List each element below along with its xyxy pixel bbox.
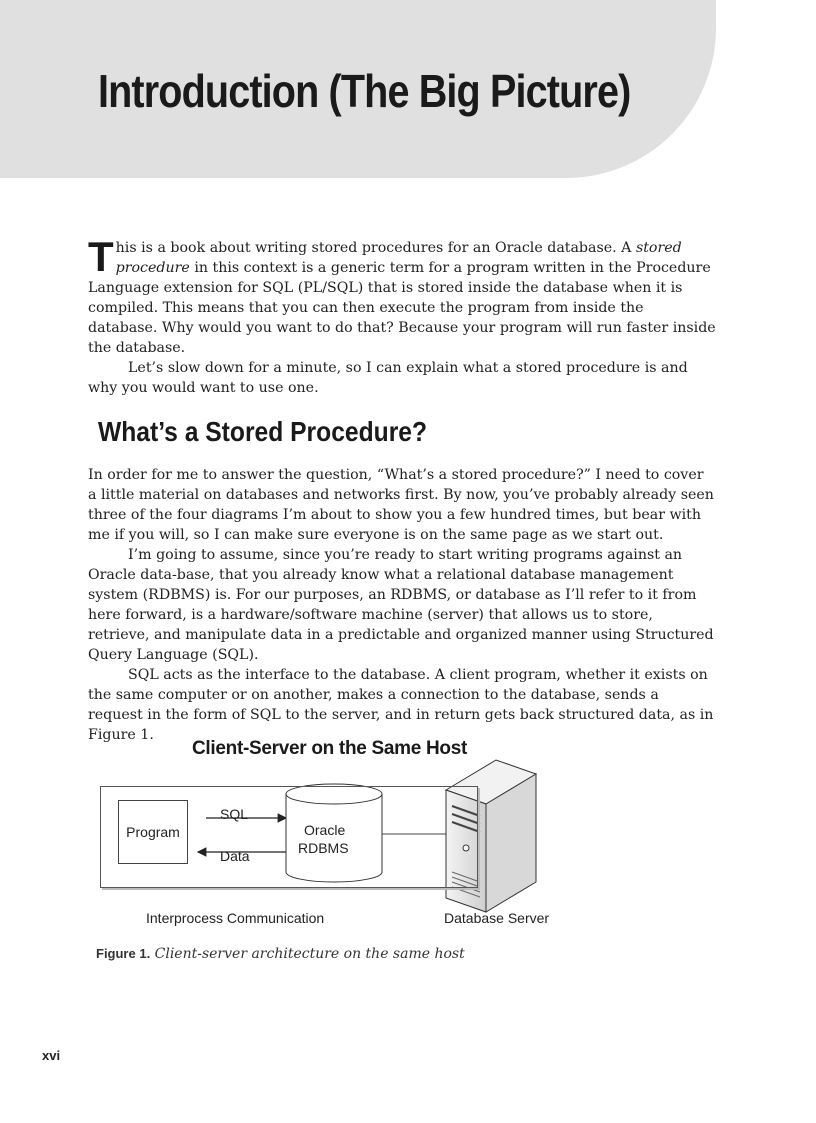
program-box: Program	[118, 800, 188, 864]
section-heading: What’s a Stored Procedure?	[98, 416, 428, 447]
intro-text	[88, 233, 716, 398]
intro-paragraph-1: This is a book about writing stored procedures for an Oracle database. A stored procedure in this context is a generic term for a program written in the Procedure Language extension for SQL (PL/SQL) that is stored inside the database when it is compiled. This means that you can then execute the program from inside the database. Why would you want to do that? Because your program will run faster inside the database.	[88, 233, 716, 356]
figure-1	[96, 730, 716, 930]
term-stored-procedure: stored procedure	[115, 240, 682, 276]
figure-caption	[96, 946, 465, 962]
data-label: Data	[220, 848, 250, 864]
caption-label: Figure 1.	[96, 946, 151, 961]
section-paragraph-1: In order for me to answer the question, “What’s a stored procedure?” I need to cover a little material on databases and networks first. By now, you’ve probably already seen three of the four diagrams I’m about to show you a few hundred times, but bear with me if you will, so I can make sure everyone is on the same page as we start out.	[88, 467, 714, 543]
drop-cap: T	[88, 233, 114, 280]
chapter-title: Introduction (The Big Picture)	[98, 65, 631, 117]
intro-paragraph-2: Let’s slow down for a minute, so I can explain what a stored procedure is and why you would want to use one.	[88, 360, 688, 396]
section-text	[88, 465, 716, 745]
caption-text: Client-server architecture on the same host	[154, 946, 465, 962]
rdbms-label: RDBMS	[298, 840, 349, 856]
section-paragraph-2: I’m going to assume, since you’re ready to start writing programs against an Oracle data-base, that you already know what a relational database management system (RDBMS) is. For our purposes, an RDBMS, or database as I’ll refer to it from here forward, is a hardware/software machine (server) that allows us to store, retrieve, and manipulate data in a predictable and organized manner using Structured Query Language (SQL).	[88, 547, 714, 663]
oracle-label: Oracle	[304, 822, 346, 838]
ipc-label: Interprocess Communication	[146, 910, 325, 926]
sql-label: SQL	[220, 806, 249, 822]
figure-title: Client-Server on the Same Host	[192, 738, 468, 759]
section-paragraph-3: SQL acts as the interface to the database. A client program, whether it exists on the same computer or on another, makes a connection to the database, sends a request in the form of SQL to the server, and in return gets back structured data, as in Figure 1.	[88, 667, 714, 743]
server-label: Database Server	[444, 910, 550, 926]
page-number: xvi	[42, 1048, 61, 1063]
